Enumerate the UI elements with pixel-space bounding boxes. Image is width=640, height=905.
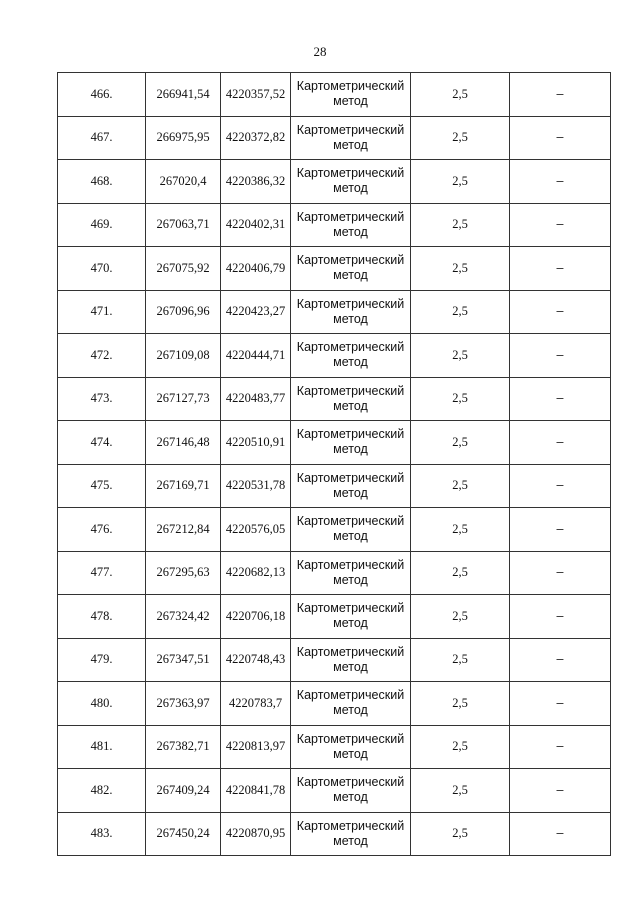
table-row — [58, 682, 611, 726]
method-cell: Картометрический метод — [291, 377, 411, 421]
y-coordinate-cell: 4220576,05 — [221, 508, 291, 552]
x-coordinate-cell: 267363,97 — [146, 682, 221, 726]
accuracy-cell: 2,5 — [411, 247, 510, 291]
point-number-cell: 480. — [58, 682, 146, 726]
table-row — [58, 116, 611, 160]
note-cell: – — [510, 464, 611, 508]
accuracy-cell: 2,5 — [411, 464, 510, 508]
y-coordinate-cell: 4220406,79 — [221, 247, 291, 291]
y-coordinate-cell: 4220682,13 — [221, 551, 291, 595]
accuracy-cell: 2,5 — [411, 160, 510, 204]
note-cell: – — [510, 421, 611, 465]
accuracy-cell: 2,5 — [411, 377, 510, 421]
y-coordinate-cell: 4220483,77 — [221, 377, 291, 421]
table-row — [58, 595, 611, 639]
accuracy-cell: 2,5 — [411, 421, 510, 465]
note-cell: – — [510, 160, 611, 204]
x-coordinate-cell: 267450,24 — [146, 812, 221, 856]
method-cell: Картометрический метод — [291, 769, 411, 813]
y-coordinate-cell: 4220402,31 — [221, 203, 291, 247]
y-coordinate-cell: 4220748,43 — [221, 638, 291, 682]
point-number-cell: 469. — [58, 203, 146, 247]
x-coordinate-cell: 267212,84 — [146, 508, 221, 552]
point-number-cell: 478. — [58, 595, 146, 639]
note-cell: – — [510, 595, 611, 639]
table-row — [58, 421, 611, 465]
x-coordinate-cell: 267169,71 — [146, 464, 221, 508]
x-coordinate-cell: 267347,51 — [146, 638, 221, 682]
x-coordinate-cell: 267020,4 — [146, 160, 221, 204]
point-number-cell: 471. — [58, 290, 146, 334]
point-number-cell: 481. — [58, 725, 146, 769]
note-cell: – — [510, 812, 611, 856]
point-number-cell: 482. — [58, 769, 146, 813]
point-number-cell: 475. — [58, 464, 146, 508]
x-coordinate-cell: 267324,42 — [146, 595, 221, 639]
x-coordinate-cell: 267295,63 — [146, 551, 221, 595]
table-row — [58, 377, 611, 421]
x-coordinate-cell: 267146,48 — [146, 421, 221, 465]
accuracy-cell: 2,5 — [411, 638, 510, 682]
accuracy-cell: 2,5 — [411, 769, 510, 813]
method-cell: Картометрический метод — [291, 290, 411, 334]
x-coordinate-cell: 267063,71 — [146, 203, 221, 247]
point-number-cell: 476. — [58, 508, 146, 552]
x-coordinate-cell: 266941,54 — [146, 73, 221, 117]
table-row — [58, 551, 611, 595]
method-cell: Картометрический метод — [291, 464, 411, 508]
method-cell: Картометрический метод — [291, 682, 411, 726]
table-row — [58, 160, 611, 204]
y-coordinate-cell: 4220357,52 — [221, 73, 291, 117]
accuracy-cell: 2,5 — [411, 290, 510, 334]
note-cell: – — [510, 769, 611, 813]
table-row — [58, 203, 611, 247]
accuracy-cell: 2,5 — [411, 595, 510, 639]
table-row — [58, 725, 611, 769]
y-coordinate-cell: 4220870,95 — [221, 812, 291, 856]
point-number-cell: 470. — [58, 247, 146, 291]
point-number-cell: 479. — [58, 638, 146, 682]
x-coordinate-cell: 267109,08 — [146, 334, 221, 378]
method-cell: Картометрический метод — [291, 334, 411, 378]
y-coordinate-cell: 4220813,97 — [221, 725, 291, 769]
table-row — [58, 73, 611, 117]
note-cell: – — [510, 73, 611, 117]
page-number: 28 — [313, 44, 327, 59]
accuracy-cell: 2,5 — [411, 334, 510, 378]
note-cell: – — [510, 203, 611, 247]
y-coordinate-cell: 4220386,32 — [221, 160, 291, 204]
table-row — [58, 508, 611, 552]
x-coordinate-cell: 267096,96 — [146, 290, 221, 334]
y-coordinate-cell: 4220531,78 — [221, 464, 291, 508]
method-cell: Картометрический метод — [291, 812, 411, 856]
note-cell: – — [510, 247, 611, 291]
accuracy-cell: 2,5 — [411, 812, 510, 856]
accuracy-cell: 2,5 — [411, 73, 510, 117]
table-row — [58, 334, 611, 378]
table-row — [58, 464, 611, 508]
x-coordinate-cell: 267127,73 — [146, 377, 221, 421]
note-cell: – — [510, 116, 611, 160]
method-cell: Картометрический метод — [291, 421, 411, 465]
y-coordinate-cell: 4220783,7 — [221, 682, 291, 726]
note-cell: – — [510, 725, 611, 769]
accuracy-cell: 2,5 — [411, 203, 510, 247]
method-cell: Картометрический метод — [291, 247, 411, 291]
y-coordinate-cell: 4220444,71 — [221, 334, 291, 378]
table-row — [58, 290, 611, 334]
x-coordinate-cell: 267382,71 — [146, 725, 221, 769]
method-cell: Картометрический метод — [291, 508, 411, 552]
note-cell: – — [510, 682, 611, 726]
point-number-cell: 477. — [58, 551, 146, 595]
y-coordinate-cell: 4220841,78 — [221, 769, 291, 813]
point-number-cell: 468. — [58, 160, 146, 204]
y-coordinate-cell: 4220423,27 — [221, 290, 291, 334]
method-cell: Картометрический метод — [291, 73, 411, 117]
accuracy-cell: 2,5 — [411, 551, 510, 595]
method-cell: Картометрический метод — [291, 160, 411, 204]
y-coordinate-cell: 4220372,82 — [221, 116, 291, 160]
table-body — [58, 73, 611, 856]
coordinates-table — [57, 72, 611, 856]
method-cell: Картометрический метод — [291, 638, 411, 682]
accuracy-cell: 2,5 — [411, 682, 510, 726]
method-cell: Картометрический метод — [291, 116, 411, 160]
method-cell: Картометрический метод — [291, 203, 411, 247]
note-cell: – — [510, 377, 611, 421]
note-cell: – — [510, 290, 611, 334]
point-number-cell: 483. — [58, 812, 146, 856]
point-number-cell: 467. — [58, 116, 146, 160]
method-cell: Картометрический метод — [291, 595, 411, 639]
x-coordinate-cell: 266975,95 — [146, 116, 221, 160]
method-cell: Картометрический метод — [291, 725, 411, 769]
note-cell: – — [510, 508, 611, 552]
table-row — [58, 638, 611, 682]
accuracy-cell: 2,5 — [411, 508, 510, 552]
point-number-cell: 472. — [58, 334, 146, 378]
table-row — [58, 769, 611, 813]
table-row — [58, 247, 611, 291]
note-cell: – — [510, 551, 611, 595]
table-row — [58, 812, 611, 856]
y-coordinate-cell: 4220510,91 — [221, 421, 291, 465]
note-cell: – — [510, 334, 611, 378]
y-coordinate-cell: 4220706,18 — [221, 595, 291, 639]
note-cell: – — [510, 638, 611, 682]
point-number-cell: 466. — [58, 73, 146, 117]
point-number-cell: 474. — [58, 421, 146, 465]
point-number-cell: 473. — [58, 377, 146, 421]
x-coordinate-cell: 267075,92 — [146, 247, 221, 291]
accuracy-cell: 2,5 — [411, 116, 510, 160]
x-coordinate-cell: 267409,24 — [146, 769, 221, 813]
method-cell: Картометрический метод — [291, 551, 411, 595]
accuracy-cell: 2,5 — [411, 725, 510, 769]
